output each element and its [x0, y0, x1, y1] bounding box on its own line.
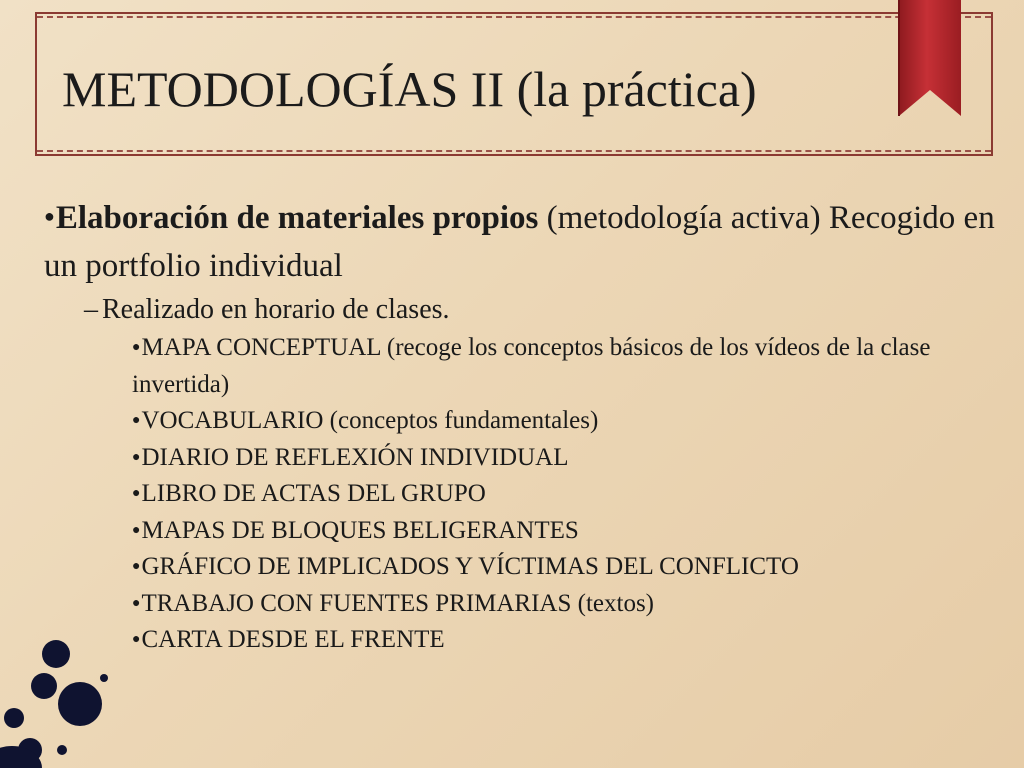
main-bullet-text: (metodología activa) Recogido en un portfolio individual	[44, 200, 995, 284]
list-item	[132, 330, 1004, 403]
bullet-icon: ●	[132, 340, 141, 355]
item-list	[44, 330, 1004, 659]
slide-title: METODOLOGÍAS II (la práctica)	[62, 61, 757, 117]
dash-icon: –	[84, 294, 98, 325]
bullet-icon: ●	[132, 595, 141, 611]
sub-bullet-text: Realizado en horario de clases.	[102, 294, 450, 325]
main-bullet	[44, 192, 1004, 290]
ribbon-bookmark-icon	[897, 0, 963, 118]
list-item	[132, 440, 1004, 477]
bullet-icon: ●	[44, 206, 55, 226]
bullet-icon: ●	[132, 632, 141, 647]
content-area	[44, 192, 1004, 659]
list-item-text: LIBRO DE ACTAS DEL GRUPO	[141, 480, 486, 507]
list-item-text: VOCABULARIO (conceptos fundamentales)	[141, 407, 599, 434]
list-item	[132, 586, 1004, 623]
list-item	[132, 513, 1004, 550]
ink-splatter-icon	[0, 600, 130, 768]
list-item	[132, 476, 1004, 513]
list-item-text: MAPA CONCEPTUAL (recoge los conceptos básicos de los vídeos de la clase invertida)	[132, 334, 931, 398]
list-item-text: GRÁFICO DE IMPLICADOS Y VÍCTIMAS DEL CONFLICTO	[141, 553, 799, 580]
list-item-text: DIARIO DE REFLEXIÓN INDIVIDUAL	[141, 443, 569, 471]
bullet-icon: ●	[132, 449, 141, 465]
bullet-icon: ●	[132, 413, 141, 428]
bullet-icon: ●	[132, 522, 141, 538]
list-item-text: TRABAJO CON FUENTES PRIMARIAS (textos)	[141, 589, 655, 617]
main-bullet-bold: Elaboración de materiales propios	[55, 200, 539, 236]
list-item	[132, 403, 1004, 440]
list-item-text: CARTA DESDE EL FRENTE	[141, 626, 445, 653]
list-item	[132, 549, 1004, 586]
sub-bullet	[84, 290, 1004, 330]
bullet-icon: ●	[132, 559, 141, 574]
bullet-icon: ●	[132, 486, 141, 501]
list-item-text: MAPAS DE BLOQUES BELIGERANTES	[141, 516, 579, 544]
list-item	[132, 622, 1004, 659]
